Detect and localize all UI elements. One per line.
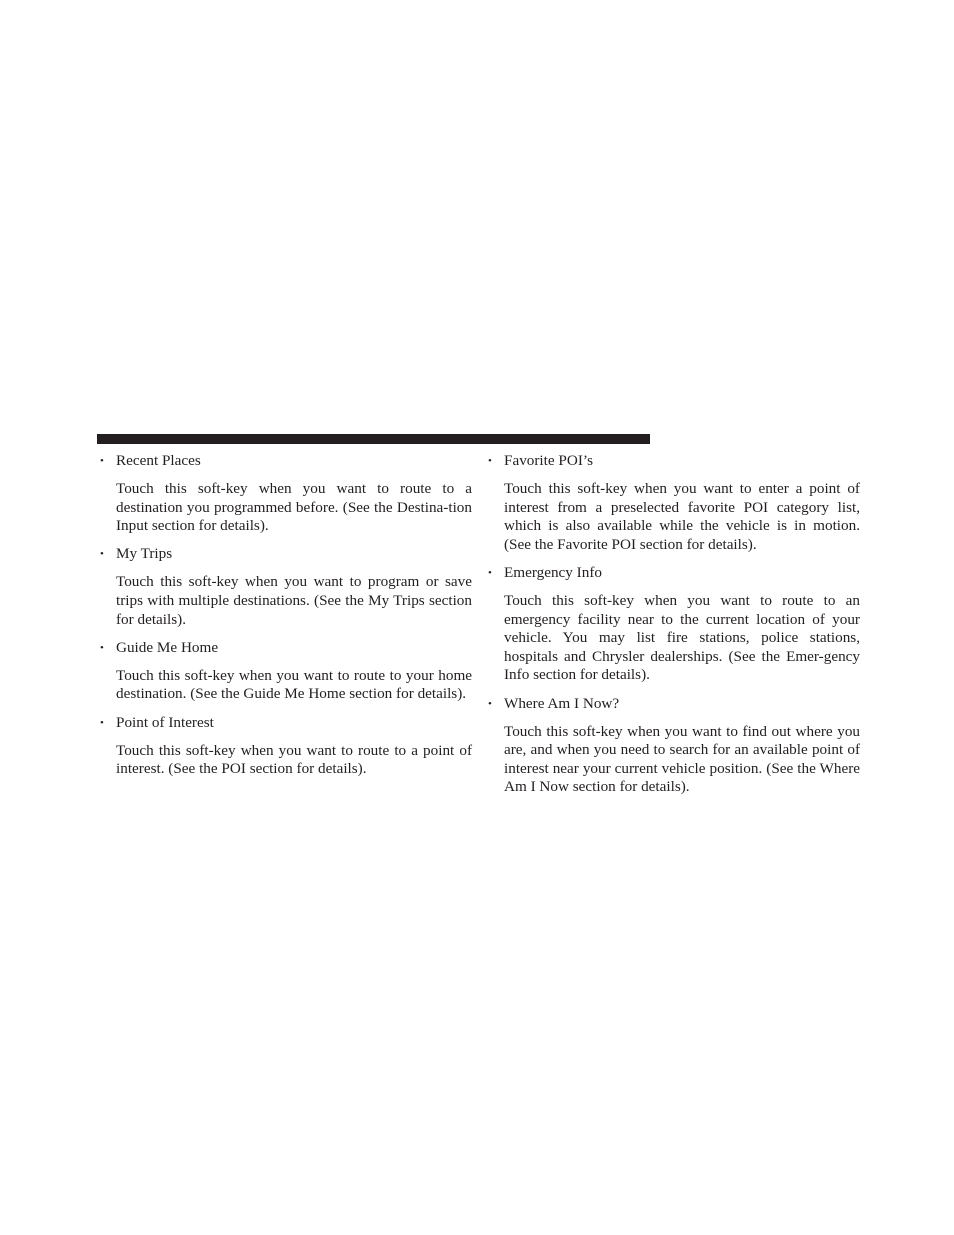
list-item-my-trips — [100, 545, 472, 629]
list-item-recent-places — [100, 452, 472, 536]
bullet-icon: • — [100, 641, 104, 654]
bullet-icon: • — [488, 697, 492, 710]
list-item-where-am-i-now — [488, 695, 860, 797]
item-title: Favorite POI’s — [504, 452, 594, 469]
item-title: Recent Places — [116, 452, 201, 469]
item-title: Emergency Info — [504, 563, 602, 581]
list-item-favorite-pois — [488, 452, 860, 554]
item-description: Touch this soft-key when you want to enter a point of interest from a preselected favorite POI category list, which is also available while the vehicle is in motion. (See the Favorite POI section for details). — [504, 480, 860, 553]
bullet-icon: • — [488, 566, 492, 579]
list-item-guide-me-home — [100, 639, 472, 704]
item-description: Touch this soft-key when you want to route to an emergency facility near to the current location of your vehicle. You may list fire stations, police stations, hospitals and Chrysler dealerships. (See the Emer-gency Info section for details). — [504, 592, 860, 684]
right-column — [488, 452, 860, 807]
item-title: Guide Me Home — [116, 638, 219, 656]
item-description: Touch this soft-key when you want to program or save trips with multiple destinations. (See the My Trips section for details). — [116, 573, 472, 628]
item-description: Touch this soft-key when you want to find out where you are, and when you need to search for an available point of interest near your current vehicle position. (See the Where Am I Now section for details). — [504, 722, 860, 796]
left-column — [100, 452, 472, 788]
bullet-icon: • — [100, 548, 104, 561]
item-title: My Trips — [116, 545, 173, 563]
list-item-emergency-info — [488, 564, 860, 685]
item-description: Touch this soft-key when you want to route to a destination you programmed before. (See the Destina-tion Input section for details). — [116, 480, 472, 535]
item-description: Touch this soft-key when you want to route to a point of interest. (See the POI section for details). — [116, 741, 473, 778]
bullet-icon: • — [100, 455, 104, 467]
item-description: Touch this soft-key when you want to route to your home destination. (See the Guide Me Home section for details). — [116, 666, 472, 703]
item-title: Point of Interest — [116, 713, 214, 731]
item-title: Where Am I Now? — [504, 694, 620, 712]
header-rule — [97, 434, 650, 444]
list-item-point-of-interest — [100, 714, 472, 779]
bullet-icon: • — [100, 716, 104, 729]
bullet-icon: • — [488, 455, 492, 467]
